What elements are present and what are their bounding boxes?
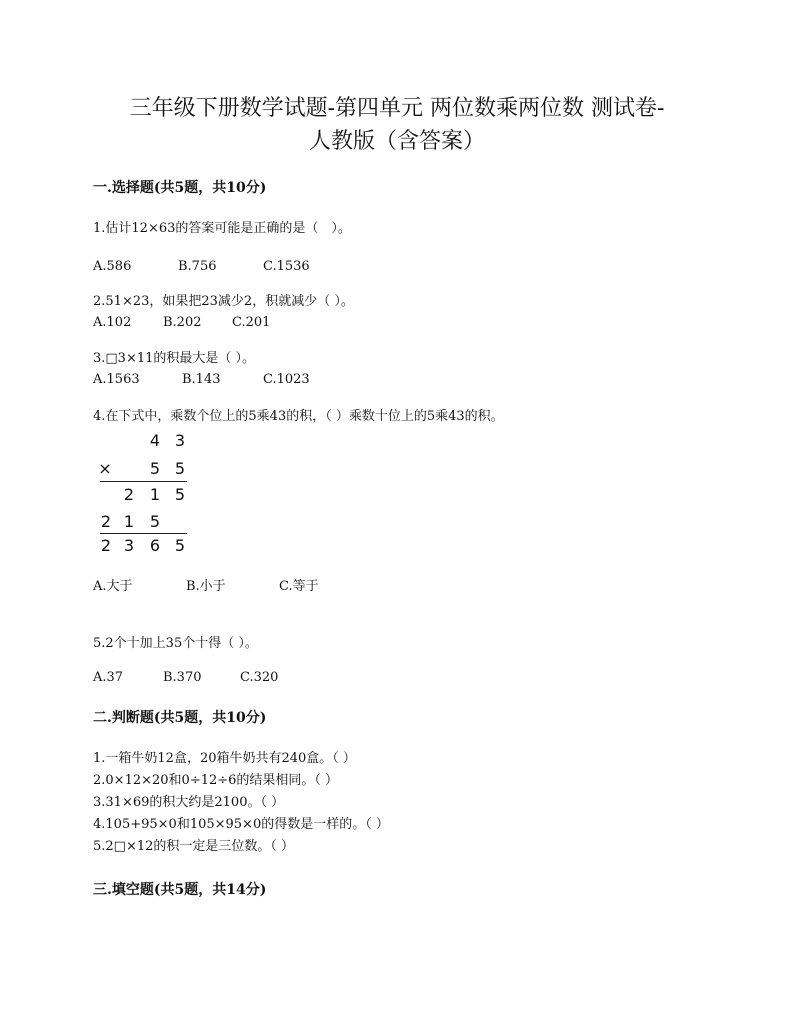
page-title-line1: 三年级下册数学试题-第四单元 两位数乘两位数 测试卷- (129, 96, 665, 121)
option-1b: B.756 (178, 259, 217, 274)
result-digit: 2 (100, 536, 112, 555)
result-digit: 6 (149, 536, 161, 555)
option-4b: B.小于 (186, 579, 226, 594)
result-digit: 3 (123, 536, 135, 555)
option-1a: A.586 (93, 259, 132, 274)
partial1-digit: 1 (149, 485, 161, 504)
question-1: 1.估计12×63的答案可能是正确的是（ ）。 (93, 221, 351, 236)
option-5a: A.37 (93, 670, 124, 685)
judgment-item-5: 5.2□×12的积一定是三位数。（ ） (93, 839, 295, 854)
result-digit: 5 (174, 536, 186, 555)
page-title-line2: 人教版（含答案） (308, 129, 485, 154)
line-divider (100, 481, 187, 482)
row2-digit: 5 (174, 459, 186, 478)
section-heading-judgment: 二.判断题(共5题，共10分) (93, 710, 267, 726)
option-2b: B.202 (163, 315, 202, 330)
partial2-digit: 5 (149, 512, 161, 531)
judgment-item-2: 2.0×12×20和0÷12÷6的结果相同。（ ） (93, 773, 339, 788)
option-3b: B.143 (182, 372, 221, 387)
option-1c: C.1536 (263, 259, 310, 274)
partial2-digit: 2 (100, 512, 112, 531)
option-4a: A.大于 (93, 579, 133, 594)
option-2a: A.102 (93, 315, 132, 330)
question-3: 3.□3×11的积最大是（ ）。 (93, 351, 256, 366)
question-4: 4.在下式中，乘数个位上的5乘43的积，（ ）乘数十位上的5乘43的积。 (93, 409, 504, 424)
option-5c: C.320 (240, 670, 279, 685)
section-heading-choice: 一.选择题(共5题，共10分) (93, 180, 267, 196)
judgment-item-4: 4.105+95×0和105×95×0的得数是一样的。（ ） (93, 817, 389, 832)
partial2-digit: 1 (123, 512, 135, 531)
row1-digit: 4 (149, 431, 161, 450)
row1-digit: 3 (174, 431, 186, 450)
question-2: 2.51×23，如果把23减少2，积就减少（ ）。 (93, 294, 354, 309)
option-2c: C.201 (232, 315, 271, 330)
option-3a: A.1563 (93, 372, 140, 387)
partial1-digit: 2 (123, 485, 135, 504)
partial1-digit: 5 (174, 485, 186, 504)
question-5: 5.2个十加上35个十得（ ）。 (93, 636, 258, 651)
line-divider (100, 533, 187, 534)
option-3c: C.1023 (263, 372, 310, 387)
judgment-item-3: 3.31×69的积大约是2100。（ ） (93, 795, 285, 810)
option-4c: C.等于 (279, 579, 319, 594)
judgment-item-1: 1.一箱牛奶12盒，20箱牛奶共有240盒。（ ） (93, 751, 356, 766)
section-heading-fill: 三.填空题(共5题，共14分) (93, 882, 267, 898)
times-sign: × (98, 459, 112, 478)
row2-digit: 5 (149, 459, 161, 478)
option-5b: B.370 (163, 670, 202, 685)
